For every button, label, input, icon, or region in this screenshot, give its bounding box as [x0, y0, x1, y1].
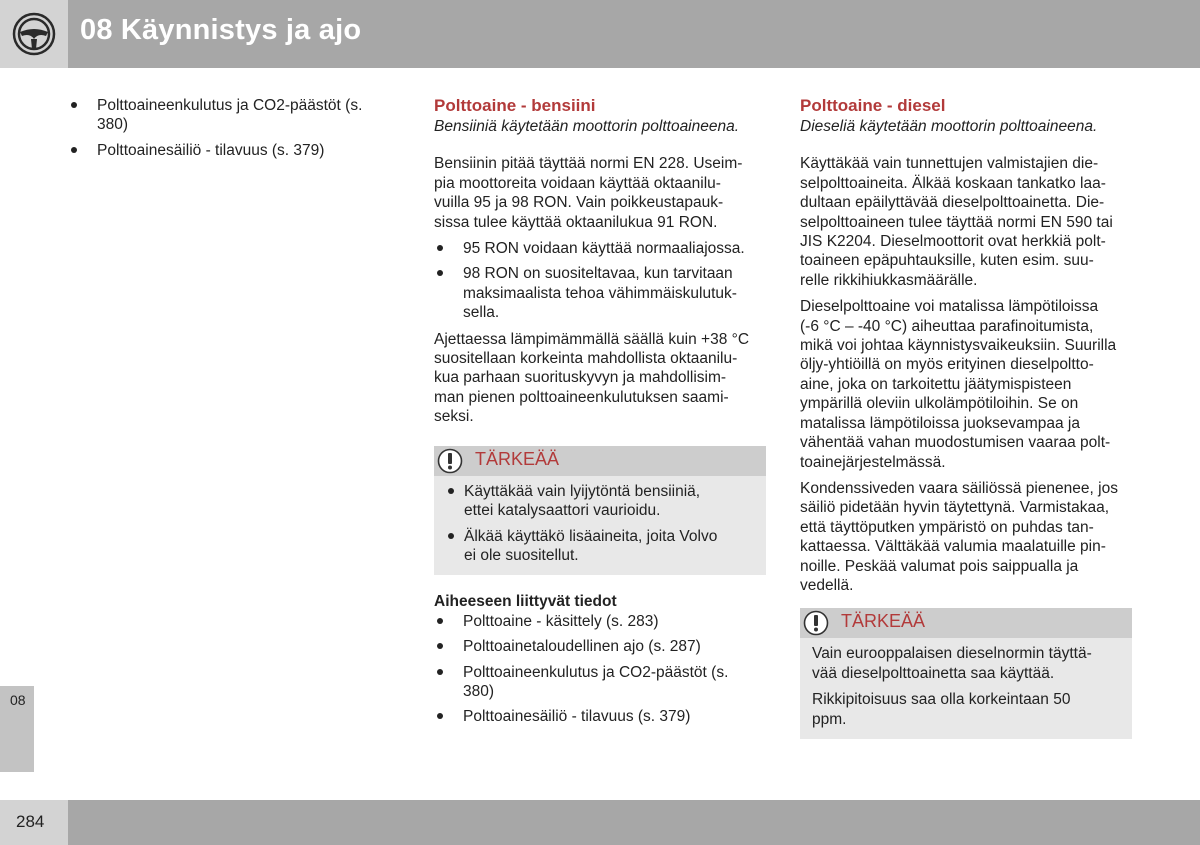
- related-link[interactable]: Polttoaine - käsittely (s. 283): [434, 612, 766, 631]
- chapter-side-tab: [0, 686, 34, 772]
- chapter-side-tab-label: 08: [10, 692, 26, 708]
- bullet-list: [434, 482, 758, 566]
- paragraph: Kondenssiveden vaara säiliössä pienenee, jos säiliö pidetään hyvin täytettynä. Varmistakaa, että täyttöputken ympäristö on puhdas tan- kattaessa. Välttäkää valumia maalatuille pin- noille. Peskää valumat pois saippualla ja vedellä.: [800, 479, 1118, 594]
- important-notice-title: TÄRKEÄÄ: [475, 448, 560, 469]
- page-number-box: [0, 800, 68, 845]
- important-notice-body: [800, 638, 1132, 739]
- related-link[interactable]: Polttoaineenkulutus ja CO2-päästöt (s. 380): [68, 96, 388, 135]
- paragraph: Käyttäkää vain tunnettujen valmistajien die- selpolttoaineita. Älkää koskaan tankatko laa- dultaan epäilyttävää dieselpolttoainetta. Die- selpolttoaineen tulee täyttää normi EN 590 tai JIS K2204. Dieselmoottorit ovat herkkiä polt- toaineen epäpuhtauksille, kuten esim. suu- relle rikkihiukkasmäärälle.: [800, 155, 1113, 289]
- important-notice-title: TÄRKEÄÄ: [841, 611, 926, 632]
- section-subtitle: Bensiiniä käytetään moottorin polttoaineena.: [434, 118, 740, 135]
- warning-icon: [803, 610, 829, 636]
- section-subtitle: Dieseliä käytetään moottorin polttoaineena.: [800, 118, 1098, 135]
- chapter-title: 08 Käynnistys ja ajo: [80, 14, 362, 46]
- related-link[interactable]: Polttoainetaloudellinen ajo (s. 287): [434, 637, 766, 656]
- column-diesel: [800, 96, 1132, 739]
- related-link[interactable]: Polttoaineenkulutus ja CO2-päästöt (s. 380): [434, 663, 766, 702]
- chapter-header: [0, 0, 1200, 68]
- list-item: 98 RON on suositeltavaa, kun tarvitaan maksimaalista tehoa vähimmäiskulutuk- sella.: [434, 264, 766, 322]
- paragraph: Ajettaessa lämpimämmällä säällä kuin +38 °C suositellaan korkeinta mahdollista oktaanilu- kua parhaan suorituskyvyn ja mahdollisim- man pienen polttoaineenkulutuksen saami- seksi.: [434, 330, 750, 426]
- section-heading: Polttoaine - bensiini: [434, 96, 596, 115]
- related-link[interactable]: Polttoainesäiliö - tilavuus (s. 379): [68, 141, 388, 160]
- related-link[interactable]: Polttoainesäiliö - tilavuus (s. 379): [434, 707, 766, 726]
- list-item: Älkää käyttäkö lisäaineita, joita Volvo ei ole suositellut.: [434, 527, 758, 566]
- related-heading: Aiheeseen liittyvät tiedot: [434, 593, 617, 611]
- important-notice-body: [434, 476, 766, 576]
- column-petrol: [434, 96, 766, 727]
- paragraph: Rikkipitoisuus saa olla korkeintaan 50 ppm.: [812, 691, 1071, 728]
- section-heading: Polttoaine - diesel: [800, 96, 946, 115]
- warning-icon: [437, 448, 463, 474]
- related-links-list: [68, 96, 388, 160]
- related-section: [434, 592, 766, 726]
- steering-wheel-icon: [12, 12, 56, 56]
- paragraph: Vain eurooppalaisen dieselnormin täyttä- vää dieselpolttoainetta saa käyttää.: [812, 645, 1092, 682]
- paragraph: Dieselpolttoaine voi matalissa lämpötiloissa (-6 °C – -40 °C) aiheuttaa parafinoitumista, mikä voi johtaa käynnistysvaikeuksiin. Suurilla öljy-yhtiöillä on myös erityinen dieselpoltto- aine, joka on tarkoitettu jäätymispisteen ympärillä oleviin ulkolämpötiloihin. Se on matalissa lämpötiloissa juoksevampaa ja vähentää vahan muodostumisen vaaraa polt- toainejärjestelmässä.: [800, 298, 1117, 471]
- chapter-icon-box: [0, 0, 68, 68]
- important-notice: [434, 446, 766, 576]
- important-notice-header: [800, 608, 1132, 638]
- paragraph: Bensiinin pitää täyttää normi EN 228. Useim- pia moottoreita voidaan käyttää oktaanilu- vuilla 95 ja 98 RON. Vain poikkeustapauk- sissa tulee käyttää oktaanilukua 91 RON.: [434, 155, 743, 231]
- page-number: 284: [16, 812, 45, 831]
- bullet-list: [434, 239, 766, 323]
- list-item: Käyttäkää vain lyijytöntä bensiiniä, ettei katalysaattori vaurioidu.: [434, 482, 758, 521]
- list-item: 95 RON voidaan käyttää normaaliajossa.: [434, 239, 766, 258]
- important-notice: [800, 608, 1132, 739]
- important-notice-header: [434, 446, 766, 476]
- related-links-list: [434, 612, 766, 727]
- page-footer: [0, 800, 1200, 845]
- column-left: [68, 96, 388, 160]
